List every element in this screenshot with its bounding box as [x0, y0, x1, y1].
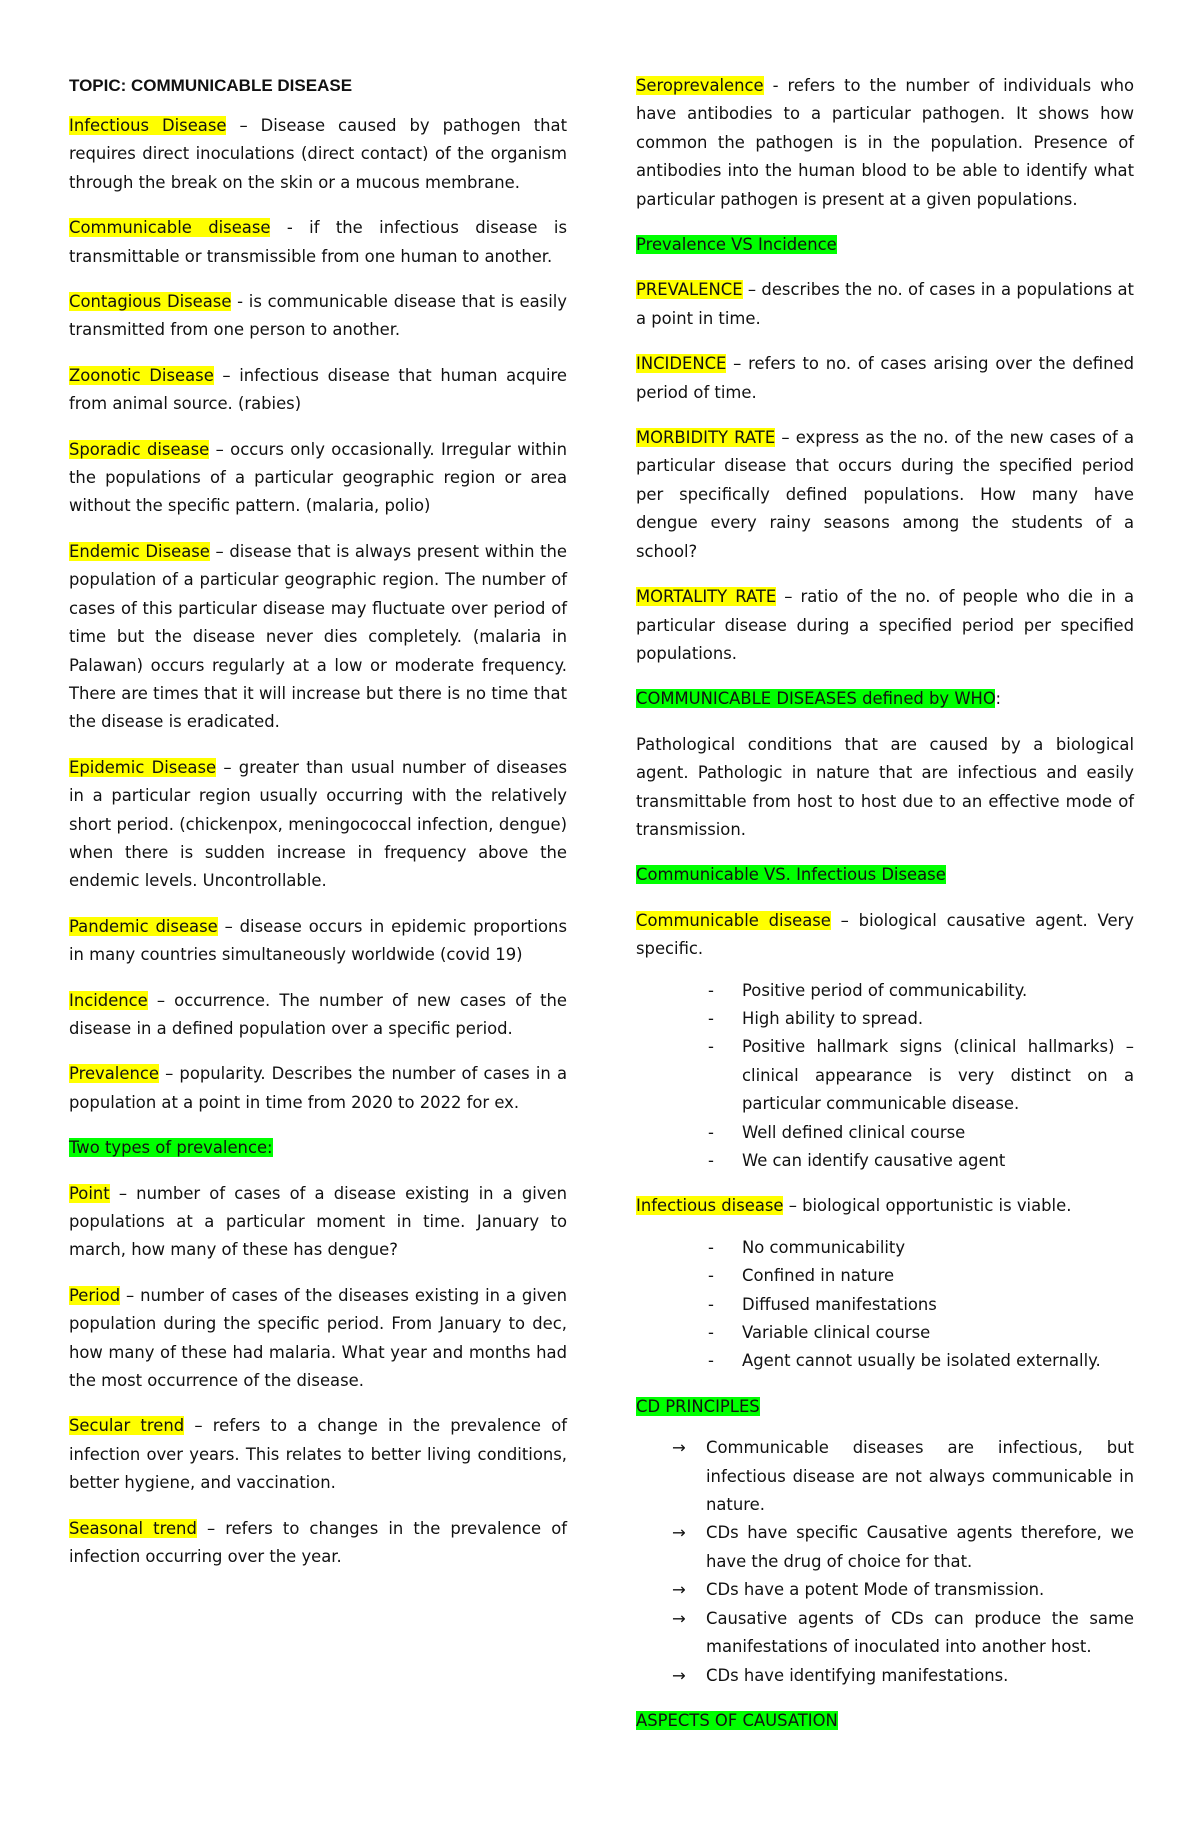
paragraph-period	[69, 1282, 567, 1396]
term-highlight: INCIDENCE	[636, 354, 727, 374]
definition-text: – occurrence. The number of new cases of the disease in a defined population over a specific period.	[69, 990, 567, 1038]
paragraph-morbidity-rate	[636, 424, 1134, 566]
list-item	[636, 1262, 1134, 1290]
list-item-text: Positive period of communicability.	[742, 980, 1028, 1000]
arrow-bullet-icon: →	[672, 1608, 686, 1628]
term-highlight: Endemic Disease	[69, 541, 210, 561]
paragraph-communicable-disease	[69, 214, 567, 271]
term-highlight: Sporadic disease	[69, 439, 210, 459]
paragraph-seroprevalence	[636, 72, 1134, 214]
definition-text: – biological opportunistic is viable.	[783, 1196, 1072, 1216]
definition-text: – refers to a change in the prevalence of infection over years. This relates to better living conditions, better hygiene, and vaccination.	[69, 1416, 567, 1493]
definition-text: – express as the no. of the new cases of a particular disease that occurs during the specified period per specifically defined populations. How many have dengue every rainy seasons among the students of a school?	[636, 428, 1135, 561]
definition-text: – refers to changes in the prevalence of infection occurring over the year.	[69, 1518, 567, 1567]
paragraph-secular-trend	[69, 1412, 567, 1497]
list-item	[636, 977, 1134, 1005]
list-item	[636, 1347, 1134, 1375]
list-item	[636, 1662, 1134, 1690]
list-item	[636, 1147, 1134, 1175]
list-item-text: Well defined clinical course	[742, 1122, 966, 1142]
list-item	[636, 1234, 1134, 1262]
left-column	[69, 72, 567, 1588]
definition-text: Pathological conditions that are caused by a biological agent. Pathologic in nature that are infectious and easily transmittable from host to host due to an effective mode of transmission.	[636, 734, 1134, 839]
paragraph-contagious-disease	[69, 288, 567, 345]
infectious-characteristics-list	[636, 1234, 1134, 1376]
list-item-text: Positive hallmark signs (clinical hallmarks) – clinical appearance is very distinct on a particular communicable disease.	[742, 1037, 1134, 1114]
list-item-text: Confined in nature	[742, 1266, 895, 1286]
term-highlight: MORBIDITY RATE	[636, 428, 776, 448]
dash-bullet: -	[708, 1323, 714, 1343]
paragraph-mortality-rate	[636, 583, 1134, 668]
list-item	[636, 1291, 1134, 1319]
definition-text: – Disease caused by pathogen that requires direct inoculations (direct contact) of the organism through the break on the skin or a mucous membrane.	[69, 116, 568, 192]
list-item-text: Communicable diseases are infectious, but infectious disease are not always communicable in nature.	[706, 1438, 1134, 1515]
paragraph-point	[69, 1180, 567, 1265]
list-item	[636, 1434, 1134, 1519]
definition-text: - refers to the number of individuals who have antibodies to a particular pathogen. It shows how common the pathogen is in the population. Presence of antibodies into the human blood to be able to identify what particular pathogen is present at a given populations.	[636, 76, 1134, 209]
paragraph-incidence-def	[636, 350, 1134, 407]
section-heading-highlight: Prevalence VS Incidence	[636, 235, 837, 255]
list-item-text: Causative agents of CDs can produce the same manifestations of inoculated into another host.	[706, 1608, 1134, 1657]
definition-text: – occurs only occasionally. Irregular within the populations of a particular geographic region or area without the specific pattern. (malaria, polio)	[69, 439, 567, 516]
list-item-text: CDs have a potent Mode of transmission.	[706, 1580, 1045, 1600]
term-highlight: Incidence	[69, 990, 148, 1010]
paragraph-infectious-opportunistic	[636, 1192, 1134, 1220]
paragraph-who-definition	[636, 731, 1134, 845]
list-item-text: Variable clinical course	[742, 1323, 931, 1343]
dash-bullet: -	[708, 1237, 714, 1257]
term-highlight: Zoonotic Disease	[69, 365, 214, 385]
term-highlight: Communicable disease	[69, 218, 271, 238]
cd-principles-list	[636, 1434, 1134, 1690]
paragraph-prevalence-def	[636, 276, 1134, 333]
definition-text: – disease that is always present within the population of a particular geographic region. The number of cases of this particular disease may fluctuate over period of time but the disease never dies completely. (malaria in Palawan) occurs regularly at a low or moderate frequency. There are times that it will increase but there is no time that the disease is eradicated.	[69, 541, 567, 732]
definition-text: – popularity. Describes the number of cases in a population at a point in time from 2020 to 2022 for ex.	[69, 1064, 567, 1112]
definition-text: – ratio of the no. of people who die in a particular disease during a specified period per specified populations.	[636, 587, 1135, 663]
term-highlight: Contagious Disease	[69, 292, 232, 312]
definition-text: – refers to no. of cases arising over the defined period of time.	[636, 354, 1134, 402]
arrow-bullet-icon: →	[672, 1523, 686, 1543]
list-item	[636, 1605, 1134, 1662]
definition-text: – describes the no. of cases in a populations at a point in time.	[636, 280, 1134, 328]
section-heading-highlight: Communicable VS. Infectious Disease	[636, 865, 946, 885]
list-item	[636, 1519, 1134, 1576]
dash-bullet: -	[708, 1151, 714, 1170]
list-item-text: High ability to spread.	[742, 1008, 924, 1028]
heading-cd-principles	[636, 1393, 1134, 1421]
document-title: TOPIC: COMMUNICABLE DISEASE	[69, 76, 353, 95]
paragraph-seasonal-trend	[69, 1515, 567, 1572]
paragraph-zoonotic-disease	[69, 362, 567, 419]
definition-text: – infectious disease that human acquire from animal source. (rabies)	[69, 365, 567, 414]
term-highlight: Infectious Disease	[69, 116, 227, 135]
dash-bullet: -	[708, 1008, 714, 1028]
arrow-bullet-icon: →	[672, 1580, 686, 1600]
term-highlight: Epidemic Disease	[69, 757, 217, 777]
term-highlight: Seroprevalence	[636, 76, 764, 95]
section-heading-highlight: ASPECTS OF CAUSATION	[636, 1710, 838, 1730]
dash-bullet: -	[708, 1122, 714, 1142]
definition-text: - if the infectious disease is transmittable or transmissible from one human to another.	[69, 218, 567, 266]
term-highlight: Communicable disease	[636, 910, 831, 930]
term-highlight: Point	[69, 1183, 110, 1203]
arrow-bullet-icon: →	[672, 1438, 686, 1458]
list-item	[636, 1576, 1134, 1604]
list-item-text: Agent cannot usually be isolated externally.	[742, 1351, 1101, 1371]
paragraph-communicable-biological	[636, 907, 1134, 964]
paragraph-pandemic-disease	[69, 913, 567, 970]
heading-communicable-vs-infectious	[636, 861, 1134, 889]
term-highlight: PREVALENCE	[636, 280, 743, 300]
heading-who-definition	[636, 685, 1134, 713]
term-highlight: Period	[69, 1285, 121, 1305]
heading-colon: :	[995, 689, 1002, 709]
definition-text: – biological causative agent. Very specific.	[636, 910, 1134, 959]
right-column	[636, 72, 1134, 1752]
arrow-bullet-icon: →	[672, 1665, 686, 1685]
dash-bullet: -	[708, 980, 714, 1000]
heading-prevalence-vs-incidence	[636, 231, 1134, 259]
paragraph-incidence	[69, 987, 567, 1044]
section-heading-highlight: COMMUNICABLE DISEASES defined by WHO	[636, 689, 996, 709]
communicable-characteristics-list	[636, 977, 1134, 1176]
dash-bullet: -	[708, 1351, 714, 1371]
definition-text: – greater than usual number of diseases in a particular region usually occurring with the relatively short period. (chickenpox, meningococcal infection, dengue) when there is sudden increase in frequency above the endemic levels. Uncontrollable.	[69, 757, 568, 891]
heading-two-types-of-prevalence	[69, 1134, 567, 1162]
definition-text: – number of cases of a disease existing in a given populations at a particular moment in time. January to march, how many of these has dengue?	[69, 1183, 567, 1260]
term-highlight: Pandemic disease	[69, 916, 218, 936]
list-item-text: We can identify causative agent	[742, 1151, 1006, 1170]
paragraph-endemic-disease	[69, 538, 567, 737]
list-item-text: CDs have identifying manifestations.	[706, 1665, 1009, 1685]
paragraph-prevalence	[69, 1060, 567, 1117]
heading-aspects-of-causation	[636, 1707, 1134, 1735]
definition-text: – number of cases of the diseases existing in a given population during the specific period. From January to dec, how many of these had malaria. What year and months had the most occurrence of the disease.	[69, 1285, 567, 1391]
dash-bullet: -	[708, 1037, 714, 1057]
term-highlight: Seasonal trend	[69, 1518, 197, 1538]
dash-bullet: -	[708, 1294, 714, 1314]
section-heading-highlight: Two types of prevalence:	[69, 1138, 273, 1158]
list-item	[636, 1319, 1134, 1347]
paragraph-sporadic-disease	[69, 436, 567, 521]
section-heading-highlight: CD PRINCIPLES	[636, 1396, 760, 1416]
term-highlight: MORTALITY RATE	[636, 587, 777, 607]
dash-bullet: -	[708, 1266, 714, 1286]
list-item	[636, 1119, 1134, 1147]
list-item	[636, 1033, 1134, 1118]
term-highlight: Infectious disease	[636, 1196, 784, 1216]
list-item-text: Diffused manifestations	[742, 1294, 937, 1314]
term-highlight: Prevalence	[69, 1064, 159, 1084]
list-item	[636, 1005, 1134, 1033]
term-highlight: Secular trend	[69, 1416, 185, 1436]
definition-text: - is communicable disease that is easily transmitted from one person to another.	[69, 292, 568, 340]
paragraph-infectious-disease	[69, 112, 567, 197]
definition-text: – disease occurs in epidemic proportions in many countries simultaneously worldwide (covid 19)	[69, 916, 567, 965]
list-item-text: CDs have specific Causative agents therefore, we have the drug of choice for that.	[706, 1523, 1134, 1571]
list-item-text: No communicability	[742, 1237, 906, 1257]
paragraph-epidemic-disease	[69, 754, 567, 896]
